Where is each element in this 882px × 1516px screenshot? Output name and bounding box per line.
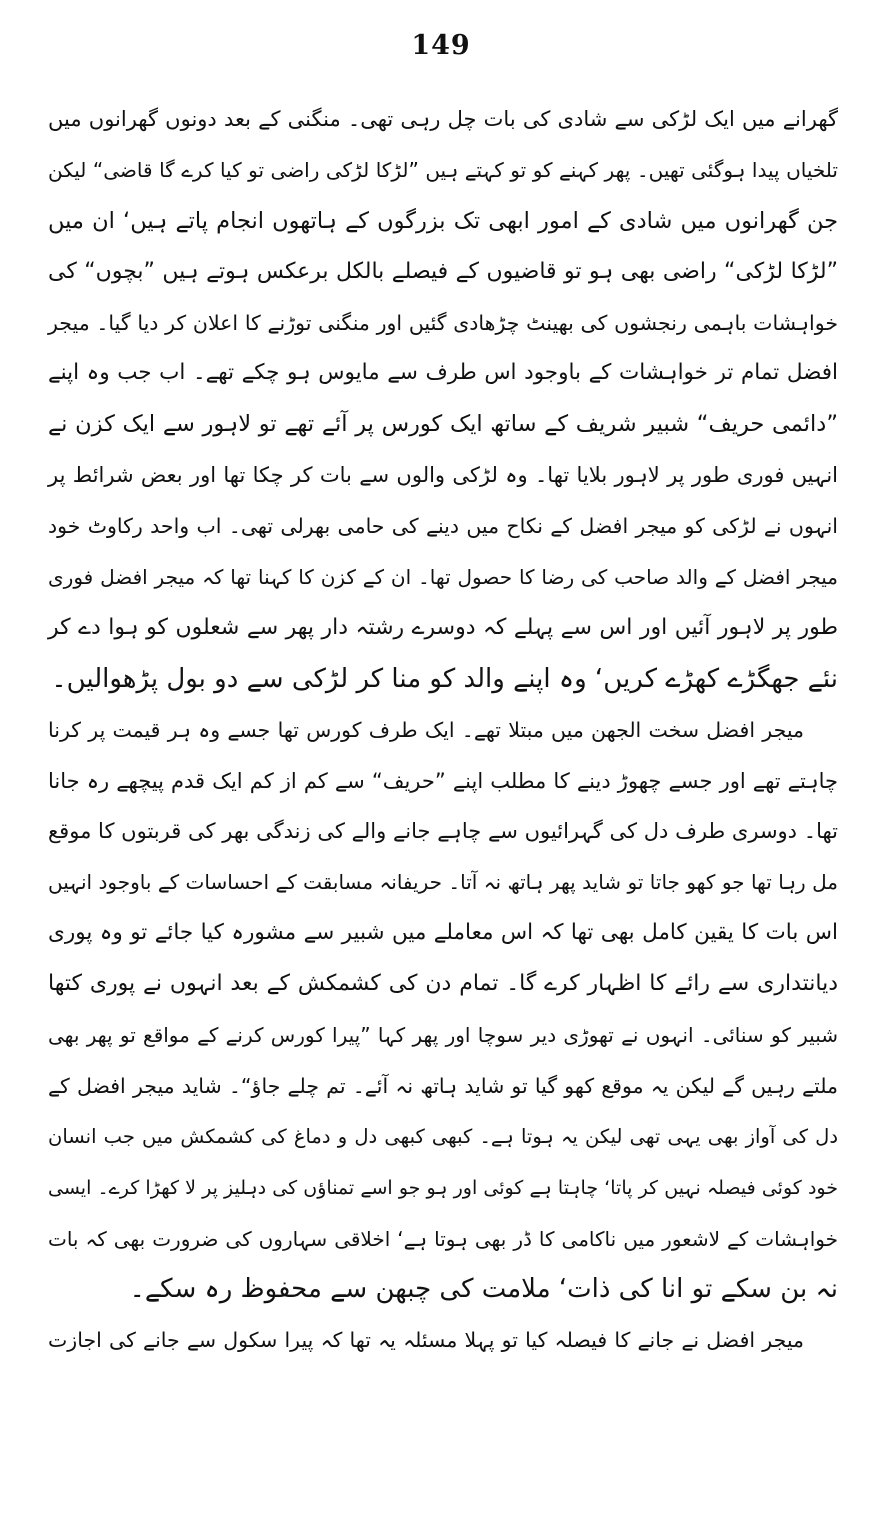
- text-line: ”دائمی حریف“ شبیر شریف کے ساتھ ایک کورس پر آئے تھے تو لاہور سے ایک کزن نے: [48, 411, 838, 438]
- text-line: میجر افضل نے جانے کا فیصلہ کیا تو پہلا مسئلہ یہ تھا کہ پیرا سکول سے جانے کی اجازت: [48, 1328, 804, 1353]
- text-line: خود کوئی فیصلہ نہیں کر پاتا‘ چاہتا ہے کوئی اور ہو جو اسے تمناؤں کی دہلیز پر لا کھڑا کرے۔ ایسی: [48, 1176, 838, 1199]
- text-line: دل کی آواز بھی یہی تھی لیکن یہ ہوتا ہے۔ کبھی کبھی دل و دماغ کی کشمکش میں جب انسان: [48, 1124, 838, 1148]
- text-line: مل رہا تھا جو کھو جاتا تو شاید پھر ہاتھ نہ آتا۔ حریفانہ مسابقت کے احساسات کے باوجود انہیں: [48, 870, 838, 895]
- text-line: تھا۔ دوسری طرف دل کی گہرائیوں سے چاہے جانے والے کی زندگی بھر کی قربتوں کا موقع: [48, 819, 838, 844]
- text-line: گھرانے میں ایک لڑکی سے شادی کی بات چل رہی تھی۔ منگنی کے بعد دونوں گھرانوں میں: [48, 107, 838, 131]
- text-line: انہیں فوری طور پر لاہور بلایا تھا۔ وہ لڑکی والوں سے بات کر چکا تھا اور بعض شرائط پر: [48, 463, 838, 488]
- page-body-text: [48, 94, 838, 1366]
- text-line: خواہشات کے لاشعور میں ناکامی کا ڈر بھی ہوتا ہے‘ اخلاقی سہاروں کی ضرورت بھی کہ بات: [48, 1226, 838, 1251]
- text-line: چاہتے تھے اور جسے چھوڑ دینے کا مطلب اپنے ”حریف“ سے کم از کم ایک قدم پیچھے رہ جانا: [48, 768, 838, 793]
- text-line: میجر افضل سخت الجھن میں مبتلا تھے۔ ایک طرف کورس تھا جسے وہ ہر قیمت پر کرنا: [48, 717, 804, 742]
- text-line: نہ بن سکے تو انا کی ذات‘ ملامت کی چبھن سے محفوظ رہ سکے۔: [129, 1274, 838, 1305]
- text-line: تلخیاں پیدا ہوگئی تھیں۔ پھر کہنے کو تو کہتے ہیں ”لڑکا لڑکی راضی تو کیا کرے گا قاضی“ لیکن: [48, 157, 838, 182]
- text-line: طور پر لاہور آئیں اور اس سے پہلے کہ دوسرے رشتہ دار پھر سے شعلوں کو ہوا دے کر: [48, 614, 838, 640]
- text-line: ”لڑکا لڑکی“ راضی بھی ہو تو قاضیوں کے فیصلے بالکل برعکس ہوتے ہیں ”بچوں“ کی: [48, 258, 838, 284]
- text-line: میجر افضل کے والد صاحب کی رضا کا حصول تھا۔ ان کے کزن کا کہنا تھا کہ میجر افضل فوری: [48, 565, 838, 590]
- text-line: نئے جھگڑے کھڑے کریں‘ وہ اپنے والد کو منا کر لڑکی سے دو بول پڑھوالیں۔: [51, 663, 838, 694]
- text-line: اس بات کا یقین کامل بھی تھا کہ اس معاملے میں شبیر سے مشورہ کیا جائے تو وہ پوری: [48, 920, 838, 946]
- text-line: ملتے رہیں گے لیکن یہ موقع کھو گیا تو شاید ہاتھ نہ آئے۔ تم چلے جاؤ“۔ شاید میجر افضل کے: [48, 1073, 838, 1098]
- text-line: جن گھرانوں میں شادی کے امور ابھی تک بزرگوں کے ہاتھوں انجام پاتے ہیں‘ ان میں: [48, 207, 838, 234]
- text-line: خواہشات باہمی رنجشوں کی بھینٹ چڑھادی گئیں اور منگنی توڑنے کا اعلان کر دیا گیا۔ میجر: [48, 310, 838, 335]
- text-line: افضل تمام تر خواہشات کے باوجود اس طرف سے مایوس ہو چکے تھے۔ اب جب وہ اپنے: [48, 360, 838, 386]
- text-line: دیانتداری سے رائے کا اظہار کرے گا۔ تمام دن کی کشمکش کے بعد انہوں نے پوری کتھا: [48, 971, 838, 997]
- page-number: 149: [411, 30, 471, 61]
- text-line: انہوں نے لڑکی کو میجر افضل کے نکاح میں دینے کی حامی بھرلی تھی۔ اب واحد رکاوٹ خود: [48, 514, 838, 539]
- text-line: شبیر کو سنائی۔ انہوں نے تھوڑی دیر سوچا اور پھر کہا ”پیرا کورس کرنے کے مواقع تو پھر بھی: [48, 1023, 838, 1048]
